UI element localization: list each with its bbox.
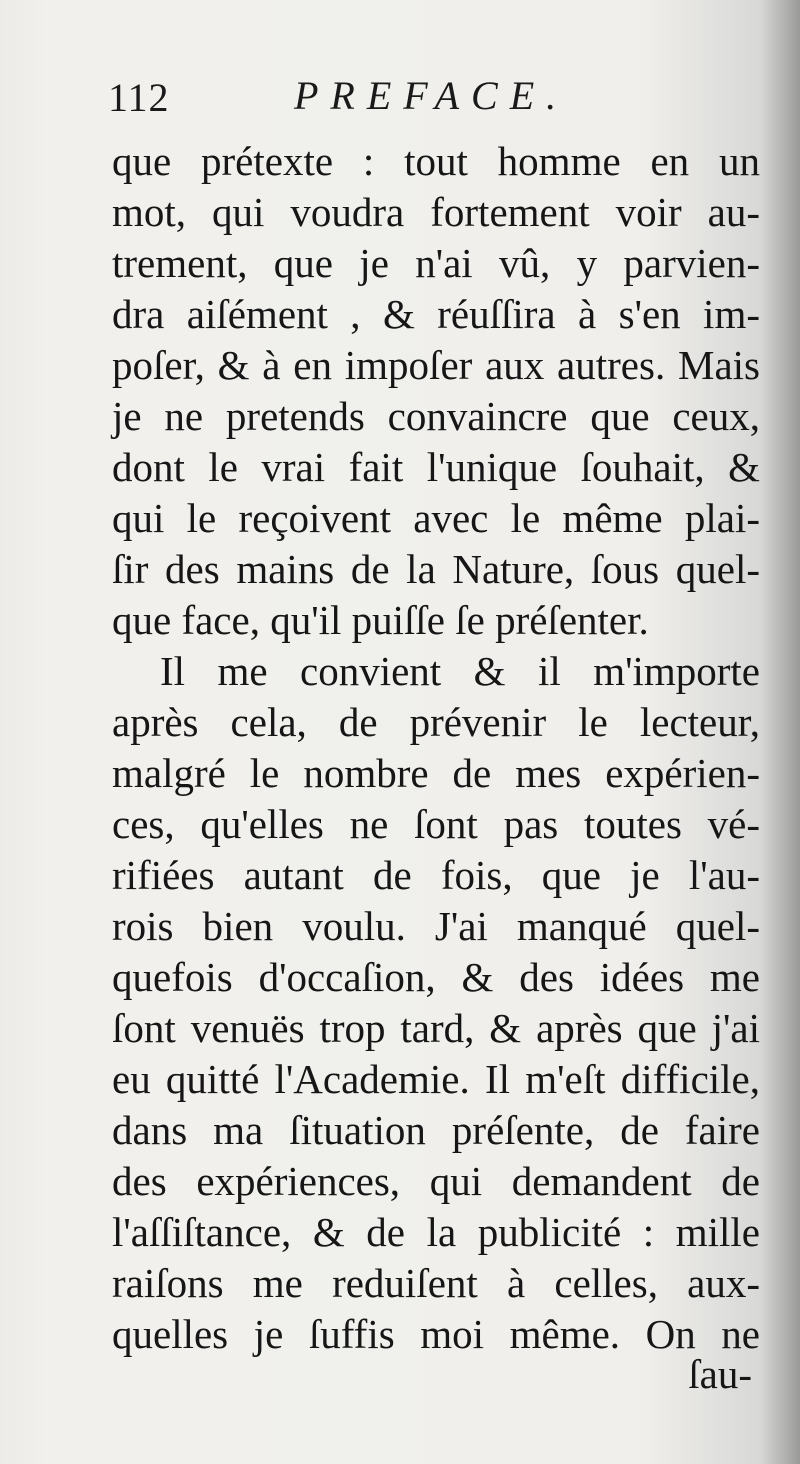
text-line: qui le reçoivent avec le même plai-: [112, 495, 760, 541]
text-line: quefois d'occaſion, & des idées me: [112, 954, 760, 1000]
text-line: ces, qu'elles ne ſont pas toutes vé-: [112, 801, 760, 847]
text-line: que face, qu'il puiſſe ſe préſenter.: [112, 597, 649, 643]
text-line: je ne pretends convaincre que ceux,: [112, 393, 760, 439]
text-line: trement, que je n'ai vû, y parvien-: [112, 240, 760, 286]
text-line: mot, qui voudra fortement voir au-: [112, 189, 760, 235]
text-line: rois bien voulu. J'ai manqué quel-: [112, 903, 760, 949]
text-line: dra aiſément , & réuſſira à s'en im-: [112, 291, 760, 337]
text-line: des expériences, qui demandent de: [112, 1158, 760, 1204]
text-line: Il me convient & il m'importe: [160, 648, 760, 694]
text-line: eu quitté l'Academie. Il m'eſt difficile,: [112, 1056, 760, 1102]
text-line: poſer, & à en impoſer aux autres. Mais: [112, 342, 760, 388]
text-line: quelles je ſuffis moi même. On ne: [112, 1311, 760, 1357]
text-line: dont le vrai fait l'unique ſouhait, &: [112, 444, 760, 490]
text-line: dans ma ſituation préſente, de faire: [112, 1107, 760, 1153]
page-header: [108, 70, 788, 130]
text-line: raiſons me reduiſent à celles, aux-: [112, 1260, 760, 1306]
text-line: rifiées autant de fois, que je l'au-: [112, 852, 760, 898]
body-text: [112, 136, 760, 1360]
text-line: l'aſſiſtance, & de la publicité : mille: [112, 1209, 760, 1255]
running-head: PREFACE.: [294, 73, 569, 118]
text-line: ſir des mains de la Nature, ſous quel-: [112, 546, 760, 592]
text-line: ſont venuës trop tard, & après que j'ai: [112, 1005, 760, 1051]
catchword: ſau-: [688, 1351, 752, 1397]
text-line: que prétexte : tout homme en un: [112, 138, 760, 184]
text-line: après cela, de prévenir le lecteur,: [112, 699, 760, 745]
text-line: malgré le nombre de mes expérien-: [112, 750, 760, 796]
page-number: 112: [108, 75, 170, 120]
